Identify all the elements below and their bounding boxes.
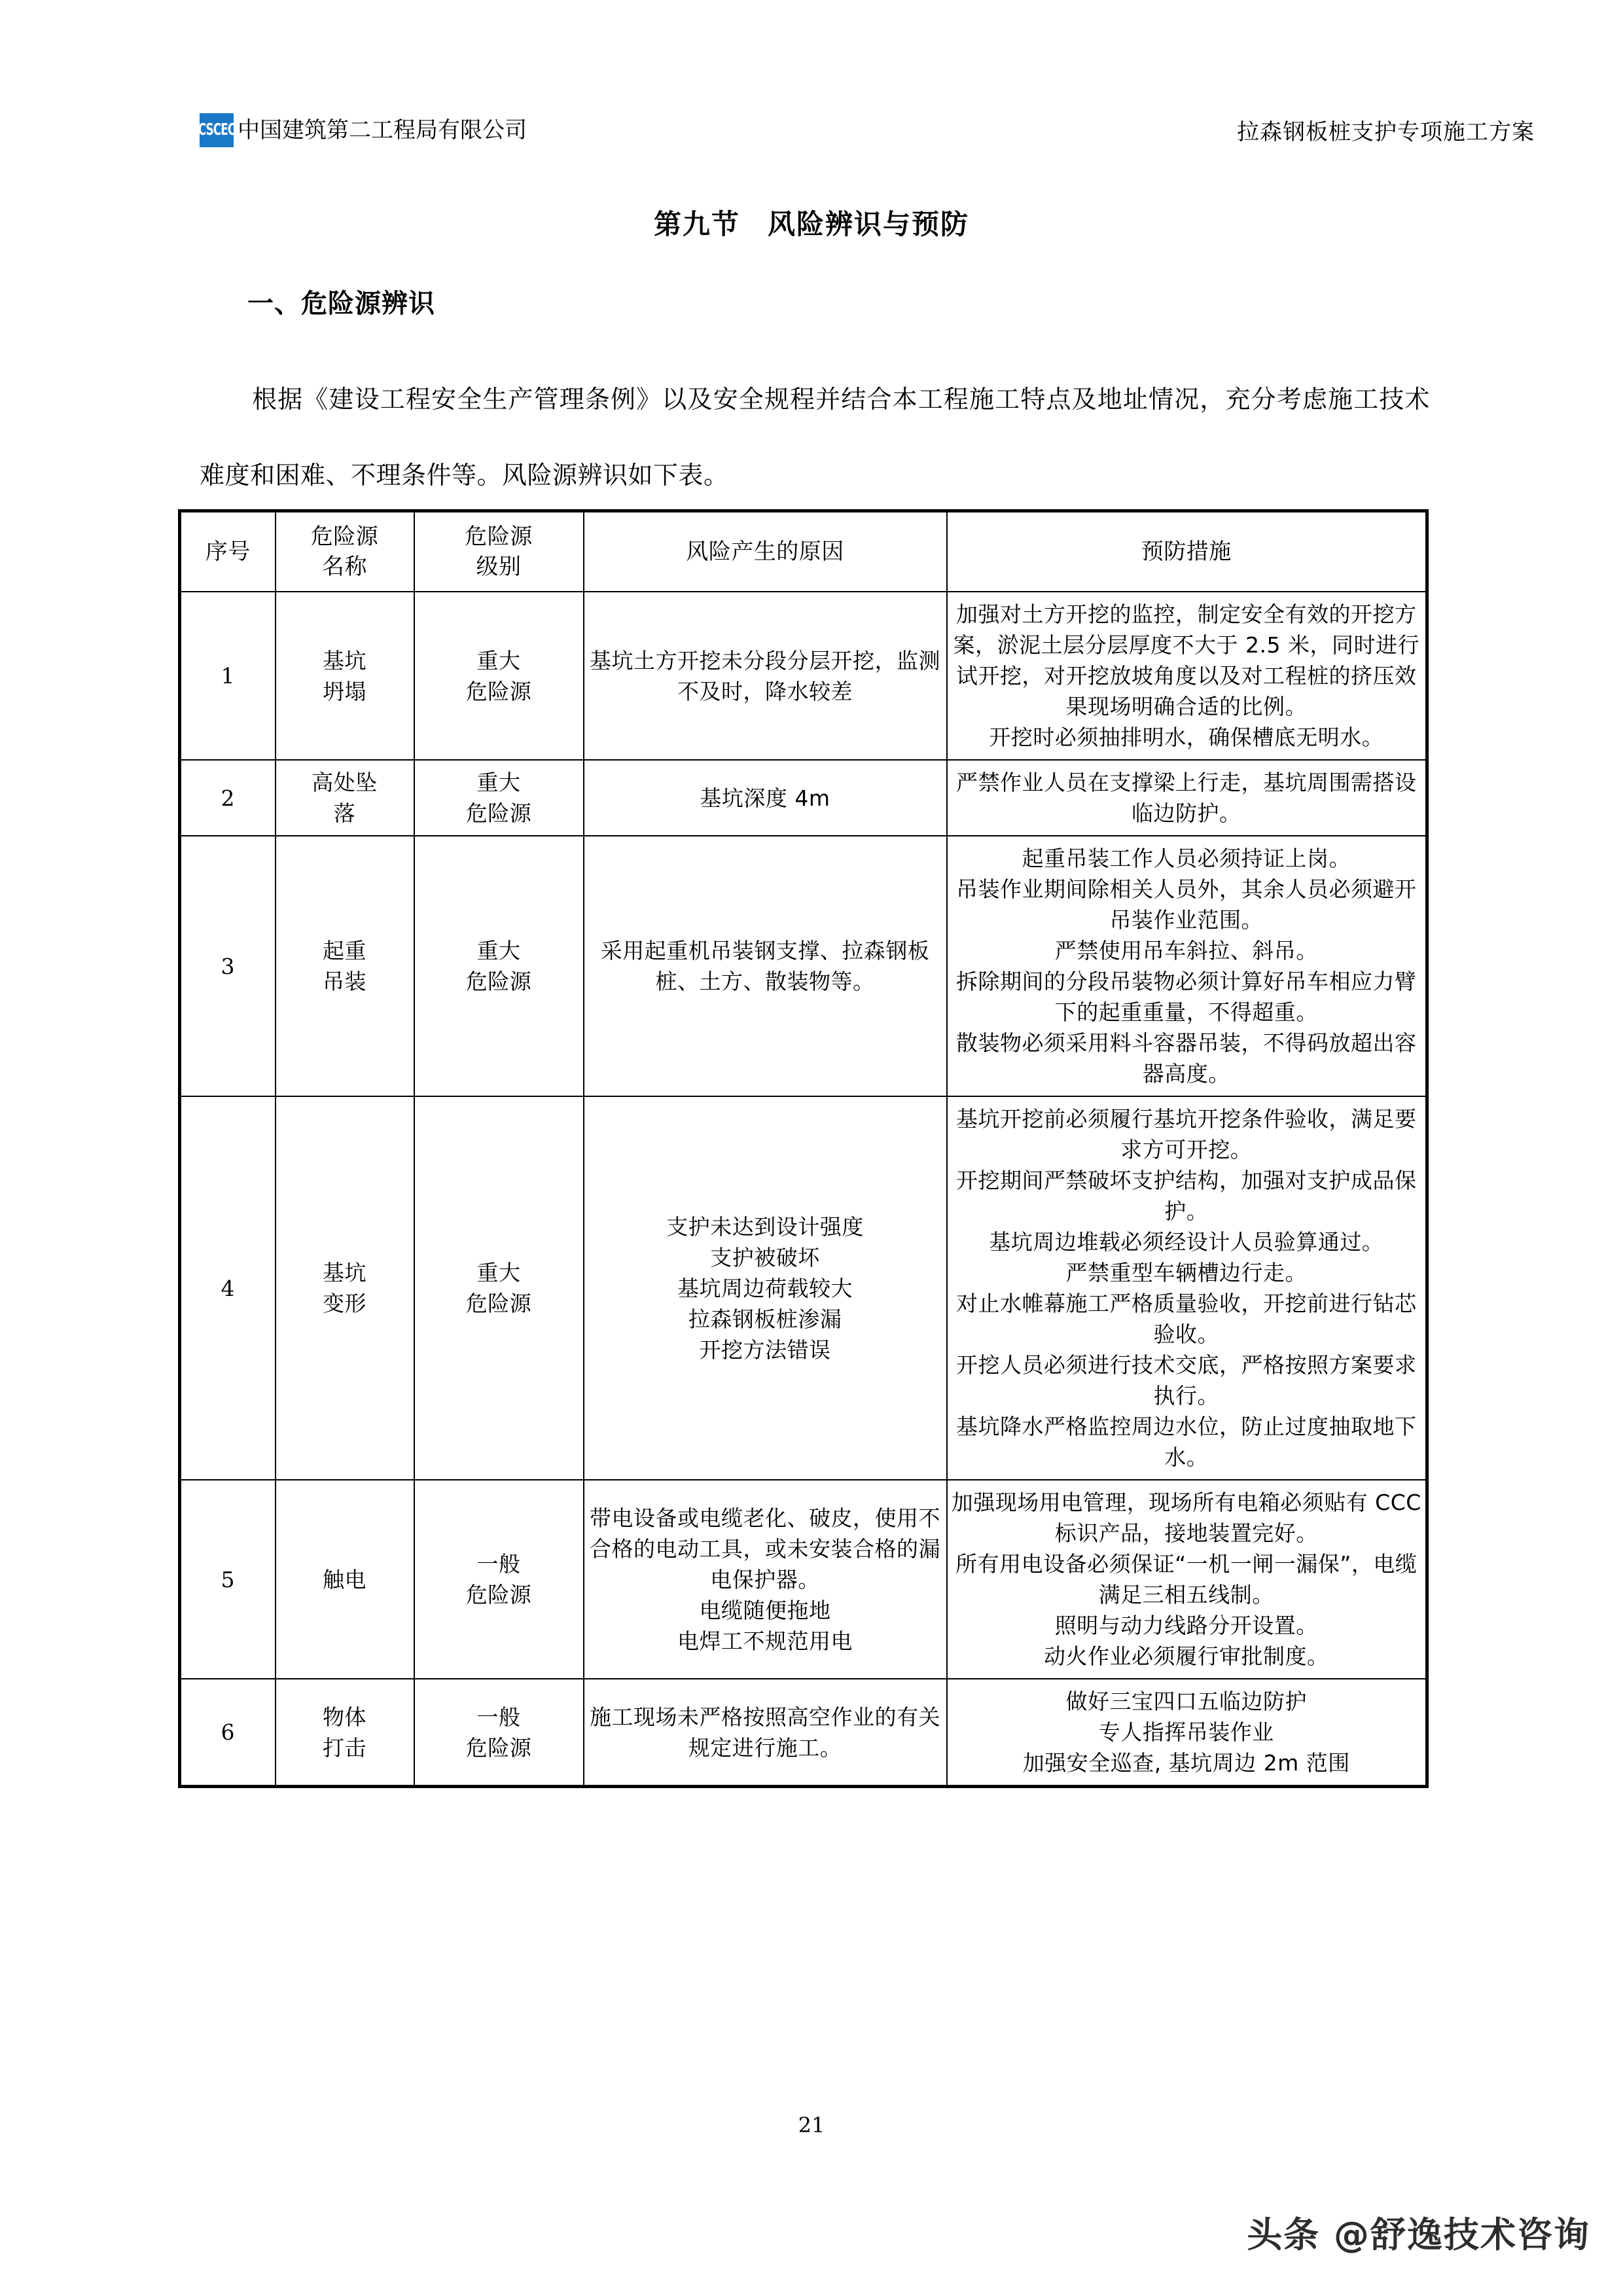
cell-measure: 加强现场用电管理，现场所有电箱必须贴有 CCC 标识产品，接地装置完好。 所有用电设备必须保证“一机一闸一漏保”，电缆满足三相五线制。 照明与动力线路分开设置。 动火作业必须履行审批制度。 <box>947 1480 1427 1679</box>
hazard-name-line2: 落 <box>333 800 356 826</box>
hazard-level-line1: 重大 <box>476 647 521 673</box>
running-header <box>198 110 1535 151</box>
hazard-level-line2: 危险源 <box>465 969 532 994</box>
cell-measure: 严禁作业人员在支撑梁上行走，基坑周围需搭设临边防护。 <box>947 760 1427 836</box>
risk-identification-table <box>178 509 1429 1788</box>
cell-cause: 采用起重机吊装钢支撑、拉森钢板桩、土方、散装物等。 <box>584 836 947 1096</box>
table-row <box>180 1096 1427 1480</box>
cell-hazard-level <box>414 836 584 1096</box>
cell-no: 1 <box>180 592 276 760</box>
hazard-level-line1: 重大 <box>476 1260 521 1285</box>
cscec-logo-icon <box>200 113 234 147</box>
table-row <box>180 1480 1427 1679</box>
header-cell-name <box>276 511 414 592</box>
cell-hazard-name <box>276 1096 414 1480</box>
header-document-title: 拉森钢板桩支护专项施工方案 <box>1237 119 1535 145</box>
hazard-level-line1: 重大 <box>476 770 521 795</box>
cell-hazard-name <box>276 1679 414 1787</box>
hazard-level-line2: 危险源 <box>465 1734 532 1761</box>
cell-hazard-level <box>414 592 584 760</box>
cell-measure: 加强对土方开挖的监控，制定安全有效的开挖方案，淤泥土层分层厚度不大于 2.5 米，同时进行试开挖，对开挖放坡角度以及对工程桩的挤压效果现场明确合适的比例。 开挖时必须抽排明水，确保槽底无明水。 <box>947 592 1427 760</box>
page-number: 21 <box>798 2113 825 2138</box>
header-cell-measure: 预防措施 <box>947 511 1427 592</box>
header-cell-level <box>414 511 584 592</box>
hazard-level-line2: 危险源 <box>465 1582 532 1607</box>
cell-hazard-name <box>276 760 414 836</box>
hazard-name-line1: 基坑 <box>323 1260 366 1285</box>
hazard-name-line1: 基坑 <box>323 647 366 673</box>
table-body <box>180 592 1427 1787</box>
table-row <box>180 592 1427 760</box>
section-name: 风险辨识与预防 <box>768 208 970 240</box>
cell-no: 3 <box>180 836 276 1096</box>
hazard-level-line1: 一般 <box>476 1704 521 1730</box>
cell-cause: 带电设备或电缆老化、破皮，使用不合格的电动工具，或未安装合格的漏电保护器。 电缆随便拖地 电焊工不规范用电 <box>584 1480 947 1679</box>
cell-no: 2 <box>180 760 276 836</box>
cell-no: 5 <box>180 1480 276 1679</box>
hazard-level-line2: 危险源 <box>465 800 532 826</box>
cell-hazard-level <box>414 1096 584 1480</box>
hazard-level-line1: 重大 <box>476 938 521 963</box>
intro-paragraph: 根据《建设工程安全生产管理条例》以及安全规程并结合本工程施工特点及地址情况，充分考虑施工技术难度和困难、不理条件等。风险源辨识如下表。 <box>200 385 1430 490</box>
cell-measure: 做好三宝四口五临边防护 专人指挥吊装作业 加强安全巡查, 基坑周边 2m 范围 <box>947 1679 1427 1787</box>
table-row <box>180 836 1427 1096</box>
hazard-name-line1: 高处坠 <box>312 770 378 795</box>
cell-cause: 支护未达到设计强度 支护被破坏 基坑周边荷载较大 拉森钢板桩渗漏 开挖方法错误 <box>584 1096 947 1480</box>
header-level-line1: 危险源 <box>465 524 533 550</box>
cell-cause: 基坑土方开挖未分段分层开挖，监测不及时，降水较差 <box>584 592 947 760</box>
company-logo <box>200 113 527 147</box>
cell-measure: 基坑开挖前必须履行基坑开挖条件验收，满足要求方可开挖。 开挖期间严禁破坏支护结构，加强对支护成品保护。 基坑周边堆载必须经设计人员验算通过。 严禁重型车辆槽边行走。 对止水帷幕施工严格质量验收，开挖前进行钻芯验收。 开挖人员必须进行技术交底，严格按照方案要求执行。 基坑降水严格监控周边水位，防止过度抽取地下水。 <box>947 1096 1427 1480</box>
logo-text: CSCEC <box>198 120 236 139</box>
header-name-line1: 危险源 <box>310 524 379 550</box>
cell-cause: 基坑深度 4m <box>584 760 947 836</box>
cell-no: 6 <box>180 1679 276 1787</box>
cell-hazard-level <box>414 1480 584 1679</box>
cell-no: 4 <box>180 1096 276 1480</box>
table-header-row <box>180 511 1427 592</box>
hazard-level-line1: 一般 <box>476 1551 521 1577</box>
table-row <box>180 1679 1427 1787</box>
hazard-name-line2: 打击 <box>323 1734 366 1761</box>
header-company-name: 中国建筑第二工程局有限公司 <box>238 117 527 143</box>
hazard-level-line2: 危险源 <box>465 678 532 704</box>
hazard-name-line2: 坍塌 <box>323 678 366 704</box>
hazard-name-line2: 变形 <box>323 1291 366 1316</box>
header-cell-no: 序号 <box>180 511 276 592</box>
header-level-line2: 级别 <box>476 554 522 580</box>
hazard-name-line1: 起重 <box>323 938 366 963</box>
table-row <box>180 760 1427 836</box>
section-number: 第九节 <box>653 208 740 240</box>
hazard-name-line1: 物体 <box>323 1704 366 1730</box>
subsection-title: 一、危险源辨识 <box>247 289 435 319</box>
cell-hazard-level <box>414 760 584 836</box>
table-header <box>180 511 1427 592</box>
cell-hazard-level <box>414 1679 584 1787</box>
cell-cause: 施工现场未严格按照高空作业的有关规定进行施工。 <box>584 1679 947 1787</box>
hazard-name-line1: 触电 <box>323 1566 366 1592</box>
cell-measure: 起重吊装工作人员必须持证上岗。 吊装作业期间除相关人员外，其余人员必须避开吊装作业范围。 严禁使用吊车斜拉、斜吊。 拆除期间的分段吊装物必须计算好吊车相应力臂下的起重重量，不得超重。 散装物必须采用料斗容器吊装，不得码放超出容器高度。 <box>947 836 1427 1096</box>
watermark: 头条 @舒逸技术咨询 <box>1247 2214 1590 2255</box>
section-title <box>0 203 1623 242</box>
header-name-line2: 名称 <box>322 554 367 580</box>
cell-hazard-name <box>276 592 414 760</box>
hazard-name-line2: 吊装 <box>323 969 366 994</box>
cell-hazard-name <box>276 836 414 1096</box>
header-cell-cause: 风险产生的原因 <box>584 511 947 592</box>
hazard-level-line2: 危险源 <box>465 1291 532 1316</box>
cell-hazard-name <box>276 1480 414 1679</box>
